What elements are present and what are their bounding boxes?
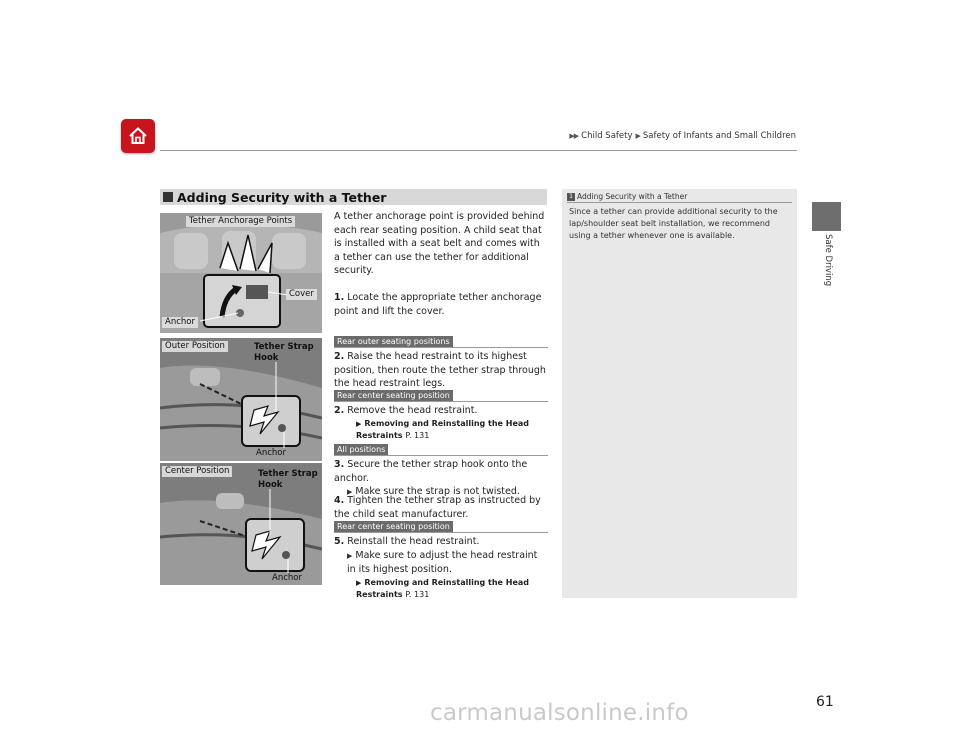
- anchor-label: Anchor: [162, 317, 198, 328]
- cover-label: Cover: [286, 289, 317, 300]
- chapter-tab[interactable]: [812, 202, 841, 231]
- square-bullet-icon: [163, 192, 173, 202]
- tag-divider: [334, 455, 548, 456]
- step-text: Secure the tether strap hook onto the anchor.: [334, 459, 528, 484]
- header-divider: [160, 150, 797, 151]
- arrow-icon: ▶: [347, 551, 353, 560]
- section-title: Adding Security with a Tether: [177, 189, 387, 205]
- breadcrumb-item-child-safety[interactable]: Child Safety: [581, 131, 633, 141]
- step-number: 4.: [334, 495, 345, 506]
- tag-divider: [334, 401, 548, 402]
- double-arrow-icon: ▶▶: [569, 132, 579, 140]
- step-number: 3.: [334, 459, 345, 470]
- breadcrumb-item-infants[interactable]: Safety of Infants and Small Children: [642, 131, 796, 141]
- figure-outer-position: [160, 338, 322, 461]
- step-text: Raise the head restraint to its highest position, then route the tether strap through the head restraint legs.: [334, 351, 546, 389]
- note-marker-icon: 1: [567, 193, 575, 201]
- tag-rear-outer: Rear outer seating positions: [334, 336, 453, 347]
- step-4: [334, 494, 548, 521]
- tag-divider: [334, 347, 548, 348]
- reference-icon: ▶: [356, 419, 362, 428]
- step-number: 2.: [334, 405, 345, 416]
- anchor-label: Anchor: [256, 448, 286, 458]
- step-text: Tighten the tether strap as instructed by the child seat manufacturer.: [334, 495, 541, 520]
- figure-title: Tether Anchorage Points: [186, 216, 295, 227]
- step-note: ▶ Make sure the strap is not twisted.: [347, 486, 520, 497]
- tether-hook-label: Tether Strap Hook: [258, 469, 318, 490]
- step-number: 5.: [334, 536, 345, 547]
- chapter-tab-label: Safe Driving: [823, 234, 833, 287]
- section-heading: [160, 189, 547, 205]
- rear-seat-illustration: [160, 213, 322, 333]
- cross-reference-link[interactable]: ▶ Removing and Reinstalling the Head Restraints P. 131: [356, 418, 529, 440]
- tether-hook-label: Tether Strap Hook: [254, 342, 314, 363]
- note-text: Since a tether can provide additional security to the lap/shoulder seat belt installation, we recommend using a tether whenever one is available.: [569, 207, 778, 240]
- tag-divider: [334, 532, 548, 533]
- step-note: ▶ Make sure to adjust the head restraint in its highest position.: [347, 549, 538, 575]
- tag-all-positions: All positions: [334, 444, 388, 455]
- breadcrumb: [569, 131, 796, 141]
- step-text: Remove the head restraint.: [347, 405, 478, 416]
- step-text: Reinstall the head restraint.: [347, 536, 480, 547]
- step-number: 2.: [334, 351, 345, 362]
- page-number: 61: [816, 694, 834, 710]
- arrow-icon: ▶: [635, 132, 640, 140]
- step-2-outer: [334, 350, 548, 391]
- figure-center-position: [160, 463, 322, 585]
- arrow-icon: ▶: [347, 488, 353, 496]
- step-number: 1.: [334, 292, 345, 303]
- tag-rear-center-2: Rear center seating position: [334, 521, 453, 532]
- intro-paragraph: A tether anchorage point is provided behind each rear seating position. A child seat that is installed with a seat belt and comes with a tether can use the tether for additional security.: [334, 211, 545, 276]
- home-button[interactable]: [121, 119, 155, 153]
- note-title: 1 Adding Security with a Tether: [567, 192, 687, 201]
- reference-page: P. 131: [405, 589, 430, 599]
- step-5: [334, 535, 548, 601]
- step-1: [334, 291, 548, 318]
- watermark: carmanualsonline.info: [430, 700, 689, 726]
- tag-rear-center: Rear center seating position: [334, 390, 453, 401]
- side-note: [562, 189, 797, 598]
- reference-page: P. 131: [405, 430, 430, 440]
- step-2-center: [334, 404, 548, 442]
- anchor-label: Anchor: [272, 573, 302, 583]
- reference-icon: ▶: [356, 578, 362, 587]
- figure-tether-anchorage-points: [160, 213, 322, 333]
- figure-title: Center Position: [162, 466, 232, 477]
- note-divider: [567, 202, 792, 203]
- home-icon: [128, 126, 148, 146]
- step-text: Locate the appropriate tether anchorage point and lift the cover.: [334, 292, 542, 317]
- cross-reference-link[interactable]: ▶ Removing and Reinstalling the Head Restraints P. 131: [356, 577, 529, 599]
- figure-title: Outer Position: [162, 341, 228, 352]
